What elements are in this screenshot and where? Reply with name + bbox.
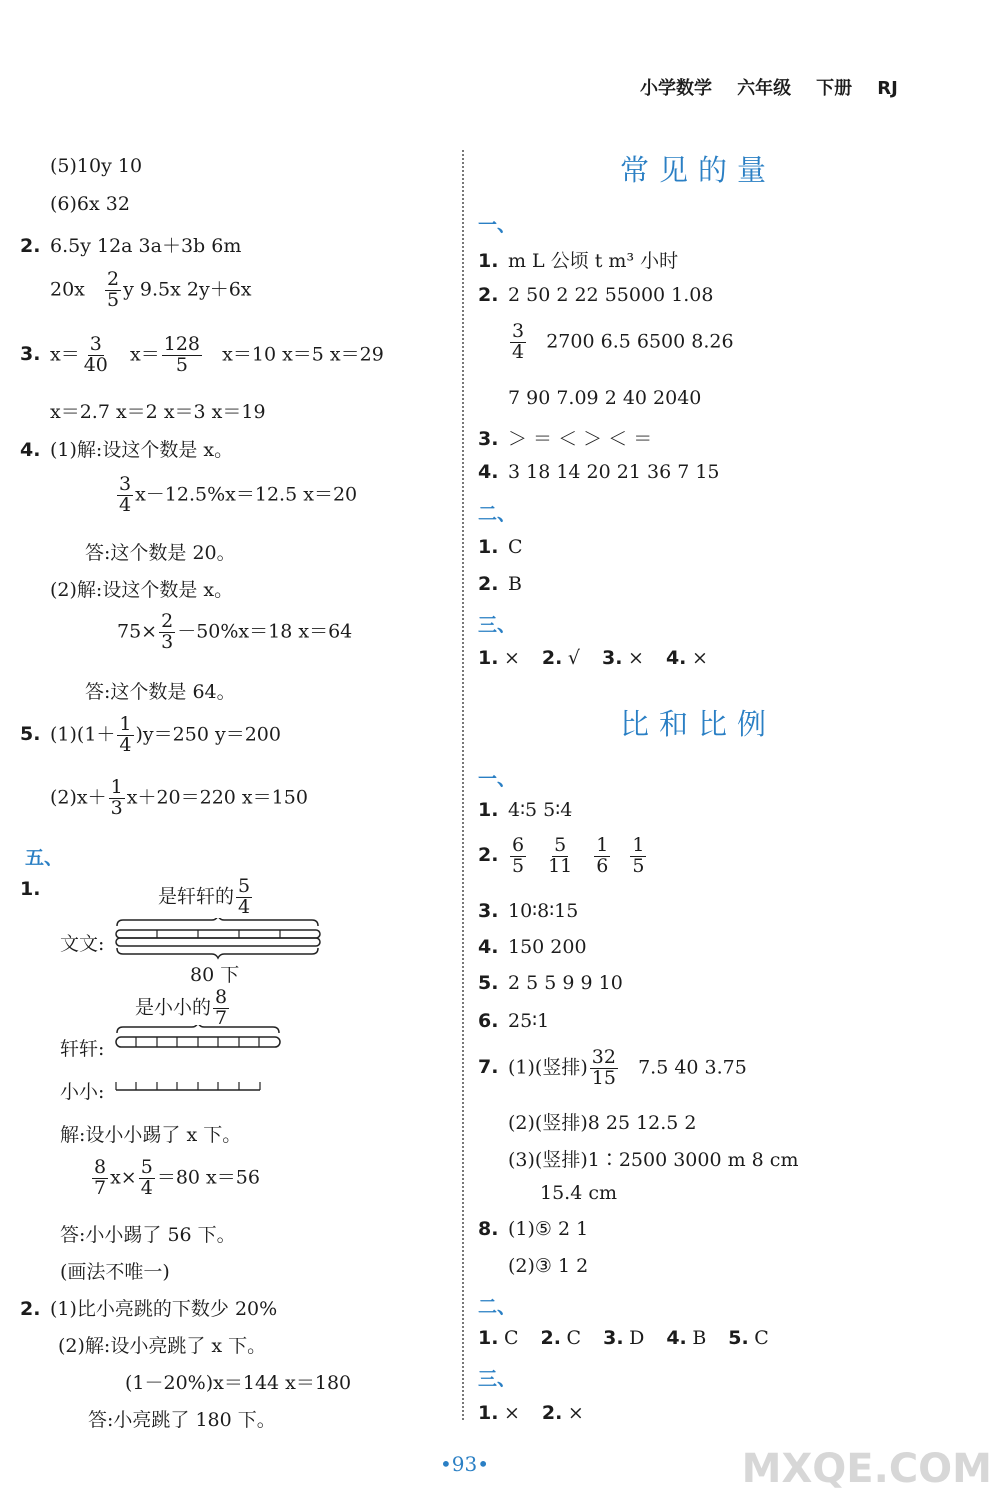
p2-equation: (1－20%)x＝144 x＝180 — [125, 1372, 352, 1394]
p2-1: 2. (1)比小亮跳的下数少 20% — [20, 1298, 278, 1320]
q4-1-eq: $\frac{3}{4}$ x－12.5%x＝12.5 x＝20 — [119, 473, 358, 516]
choice-value: C — [754, 1327, 769, 1349]
p1-note: (画法不唯一) — [60, 1261, 170, 1283]
judge-value: × — [628, 647, 644, 669]
r-section-1: 一、 — [478, 214, 517, 236]
diagram1-top-label: 是轩轩的 $\frac{5}{4}$ — [158, 875, 251, 918]
t8-1: 8. (1)⑤ 2 1 — [478, 1218, 589, 1240]
t2: 2. $\frac{6}{5}$ $\frac{5}{11}$ $\frac{1}{6}$ $\frac{1}{5}$ — [478, 834, 645, 877]
t5: 5. 2 5 5 9 9 10 — [478, 972, 623, 994]
p1-equation: $\frac{8}{7}$ x× $\frac{5}{4}$ ＝80 x＝56 — [94, 1156, 260, 1199]
judge2-number: 2. — [541, 1402, 563, 1424]
fraction: $\frac{1}{5}$ — [632, 834, 645, 877]
header-grade: 六年级 — [737, 78, 792, 99]
t1: 1. 4∶5 5∶4 — [478, 799, 573, 821]
left-line-6: (6)6x 32 — [50, 193, 130, 215]
judge-value: × — [691, 647, 708, 669]
judge2-value: × — [567, 1402, 584, 1424]
left-line-5: (5)10y 10 — [50, 155, 143, 177]
q4-1: 4. (1)解:设这个数是 x。 — [20, 439, 234, 461]
q2-row1: 2. 6.5y 12a 3a＋3b 6m — [20, 235, 242, 257]
column-divider — [462, 150, 464, 1420]
diagram2-label: 轩轩: — [60, 1038, 105, 1060]
r4: 4. 3 18 14 20 21 36 7 15 — [478, 461, 720, 483]
p1-number: 1. — [20, 878, 41, 900]
choice-number: 4. — [666, 1327, 687, 1349]
p2-2: (2)解:设小亮跳了 x 下。 — [58, 1335, 267, 1357]
header — [640, 80, 898, 98]
p1-solution: 解:设小小踢了 x 下。 — [60, 1124, 242, 1146]
p2-answer: 答:小亮跳了 180 下。 — [88, 1409, 276, 1431]
t7-1: 7. (1)(竖排) $\frac{32}{15}$ 7.5 40 3.75 — [478, 1046, 747, 1089]
diagram3-bar — [112, 1078, 267, 1094]
choice-value: D — [629, 1327, 645, 1349]
header-book: 小学数学 — [640, 78, 712, 99]
header-vol: 下册 — [816, 78, 853, 99]
t4: 4. 150 200 — [478, 936, 587, 958]
judge-number: 3. — [602, 647, 623, 669]
r2-section-2: 二、 — [478, 1296, 517, 1318]
diagram1-label: 文文: — [60, 933, 105, 955]
t8-2: (2)③ 1 2 — [508, 1255, 589, 1277]
r2-section-1: 一、 — [478, 768, 517, 790]
t6: 6. 25∶1 — [478, 1010, 550, 1032]
r3: 3. ＞ ＝ ＜ ＞ ＜ ＝ — [478, 428, 653, 450]
choice-number: 3. — [603, 1327, 624, 1349]
r-b1: 1. C — [478, 536, 523, 558]
r2-judge-line — [478, 1402, 606, 1424]
q5-1: 5. (1)(1＋ $\frac{1}{4}$ )y＝250 y＝200 — [20, 713, 281, 756]
choice-number: 1. — [478, 1327, 499, 1349]
fraction: $\frac{5}{11}$ — [548, 834, 573, 877]
r2-line2: $\frac{3}{4}$ 2700 6.5 6500 8.26 — [512, 320, 734, 363]
r-judge-line — [478, 647, 730, 669]
r2-choice-line — [478, 1327, 791, 1349]
diagram1-bottom-label: 80 下 — [190, 964, 240, 986]
section-title-ratio: 比和比例 — [620, 707, 777, 741]
p1-answer: 答:小小踢了 56 下。 — [60, 1224, 236, 1246]
r1: 1. m L 公顷 t m³ 小时 — [478, 250, 679, 272]
choice-value: C — [504, 1327, 519, 1349]
choice-number: 5. — [728, 1327, 749, 1349]
judge-value: √ — [567, 647, 581, 669]
q4-2-eq: 75× $\frac{2}{3}$ －50%x＝18 x＝64 — [117, 610, 353, 653]
fraction: $\frac{6}{5}$ — [512, 834, 525, 877]
q5-2: (2)x＋ $\frac{1}{3}$ x＋20＝220 x＝150 — [50, 776, 308, 819]
q4-1-answer: 答:这个数是 20。 — [85, 542, 236, 564]
r2-section-3: 三、 — [478, 1368, 517, 1390]
choice-value: C — [566, 1327, 582, 1349]
header-edition: RJ — [877, 78, 898, 99]
q2-row2: 20x $\frac{2}{5}$ y 9.5x 2y＋6x — [50, 268, 252, 311]
diagram2-bar — [112, 1025, 287, 1055]
r2: 2. 2 50 2 22 55000 1.08 — [478, 284, 714, 306]
t7-3b: 15.4 cm — [540, 1182, 618, 1204]
choice-number: 2. — [540, 1327, 561, 1349]
watermark: MXQE.COM — [741, 1446, 992, 1492]
judge-number: 1. — [478, 647, 499, 669]
judge-value: × — [504, 647, 520, 669]
diagram1-bars — [112, 918, 327, 960]
judge-number: 2. — [541, 647, 563, 669]
t7-2: (2)(竖排)8 25 12.5 2 — [508, 1112, 697, 1134]
choice-value: B — [692, 1327, 707, 1349]
diagram3-label: 小小: — [60, 1081, 105, 1103]
judge-number: 4. — [665, 647, 687, 669]
r-b2: 2. B — [478, 573, 522, 595]
t3: 3. 10∶8∶15 — [478, 900, 579, 922]
section-5: 五、 — [25, 847, 64, 869]
section-title-common-quantities: 常见的量 — [620, 153, 777, 187]
r-section-3: 三、 — [478, 614, 517, 636]
r2-line3: 7 90 7.09 2 40 2040 — [508, 387, 702, 409]
r-section-2: 二、 — [478, 503, 517, 525]
q4-2-answer: 答:这个数是 64。 — [85, 681, 236, 703]
judge2-value: × — [504, 1402, 520, 1424]
t7-3: (3)(竖排)1∶2500 3000 m 8 cm — [508, 1149, 799, 1171]
judge2-number: 1. — [478, 1402, 499, 1424]
fraction: $\frac{1}{6}$ — [596, 834, 609, 877]
diagram2-top-label: 是小小的 $\frac{8}{7}$ — [135, 986, 228, 1029]
q3-row1: 3. x＝ $\frac{3}{40}$ x＝ $\frac{128}{5}$ x＝10 x＝5 x＝29 — [20, 333, 384, 376]
q4-2: (2)解:设这个数是 x。 — [50, 579, 234, 601]
q3-row2: x＝2.7 x＝2 x＝3 x＝19 — [50, 401, 266, 423]
page-number: •93• — [440, 1452, 490, 1476]
